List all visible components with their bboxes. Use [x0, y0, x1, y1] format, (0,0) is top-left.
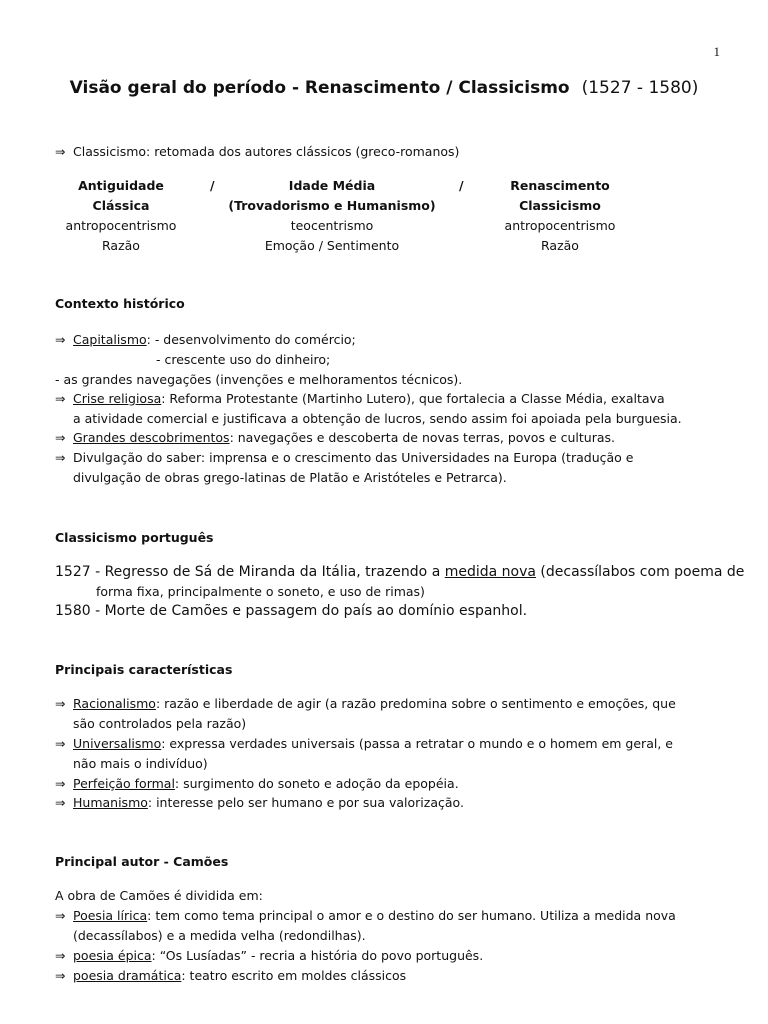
list-item: A obra de Camões é dividida em:: [55, 888, 263, 903]
column-row: antropocentrismo: [65, 218, 177, 233]
term-racionalismo: Racionalismo: [73, 696, 156, 711]
column-row: Razão: [102, 238, 140, 253]
page-title: [0, 78, 768, 98]
arrow-icon: ⇒: [55, 391, 66, 406]
list-continuation: a atividade comercial e justificava a obtenção de lucros, sendo assim foi apoiada pela burguesia.: [73, 411, 682, 426]
arrow-icon: ⇒: [55, 908, 66, 923]
intro-line: [55, 142, 459, 162]
column-heading: Antiguidade: [78, 178, 164, 193]
list-item: ⇒ Humanismo: interesse pelo ser humano e por sua valorização.: [55, 793, 464, 813]
list-item: ⇒ poesia épica: “Os Lusíadas” - recria a história do povo português.: [55, 946, 483, 966]
term-humanismo: Humanismo: [73, 795, 148, 810]
column-row: teocentrismo: [290, 218, 374, 233]
arrow-icon: ⇒: [55, 696, 66, 711]
list-subitem: - crescente uso do dinheiro;: [156, 352, 331, 367]
title-years: (1527 - 1580): [581, 78, 699, 98]
column-subheading: Classicismo: [519, 198, 601, 213]
term-poesia-epica: poesia épica: [73, 948, 152, 963]
term-descobrimentos: Grandes descobrimentos: [73, 430, 230, 445]
page-number: 1: [713, 44, 720, 59]
list-item: 1580 - Morte de Camões e passagem do país ao domínio espanhol.: [55, 603, 528, 619]
list-item: ⇒ poesia dramática: teatro escrito em moldes clássicos: [55, 966, 406, 986]
list-item: ⇒ Grandes descobrimentos: navegações e descoberta de novas terras, povos e culturas.: [55, 428, 615, 448]
list-continuation: não mais o indivíduo): [73, 756, 208, 771]
column-row: Emoção / Sentimento: [264, 238, 400, 253]
arrow-icon: ⇒: [55, 144, 66, 159]
column-subheading: Clássica: [92, 198, 150, 213]
column-row: antropocentrismo: [504, 218, 616, 233]
column-row: Razão: [541, 238, 579, 253]
arrow-icon: ⇒: [55, 736, 66, 751]
separator: /: [459, 178, 464, 193]
arrow-icon: ⇒: [55, 968, 66, 983]
term-crise: Crise religiosa: [73, 391, 162, 406]
list-item: ⇒ Poesia lírica: tem como tema principal o amor e o destino do ser humano. Utiliza a medida nova: [55, 906, 676, 926]
list-item: ⇒ Crise religiosa: Reforma Protestante (Martinho Lutero), que fortalecia a Classe Média, exaltava: [55, 389, 665, 409]
period-column-renascimento: [494, 176, 626, 256]
list-item: ⇒ Universalismo: expressa verdades universais (passa a retratar o mundo e o homem em geral, e: [55, 734, 673, 754]
separator: /: [210, 178, 215, 193]
term-universalismo: Universalismo: [73, 736, 162, 751]
arrow-icon: ⇒: [55, 450, 66, 465]
section-heading-caracteristicas: Principais características: [55, 662, 233, 677]
list-continuation: divulgação de obras grego-latinas de Platão e Aristóteles e Petrarca).: [73, 470, 507, 485]
term-perfeicao: Perfeição formal: [73, 776, 175, 791]
term-poesia-lirica: Poesia lírica: [73, 908, 148, 923]
list-item: ⇒ Capitalismo: - desenvolvimento do comércio;: [55, 330, 356, 350]
section-heading-classicismo-pt: Classicismo português: [55, 530, 214, 545]
title-main: Visão geral do período - Renascimento / Classicismo: [69, 78, 570, 98]
column-subheading: (Trovadorismo e Humanismo): [228, 198, 436, 213]
arrow-icon: ⇒: [55, 430, 66, 445]
intro-text: Classicismo: retomada dos autores clássicos (greco-romanos): [73, 144, 460, 159]
list-item: - as grandes navegações (invenções e melhoramentos técnicos).: [55, 372, 463, 387]
column-heading: Renascimento: [510, 178, 610, 193]
list-continuation: forma fixa, principalmente o soneto, e uso de rimas): [96, 584, 425, 599]
term-capitalismo: Capitalismo: [73, 332, 147, 347]
arrow-icon: ⇒: [55, 795, 66, 810]
list-item: 1527 - Regresso de Sá de Miranda da Itália, trazendo a medida nova (decassílabos com poema de: [55, 564, 745, 580]
section-heading-contexto: Contexto histórico: [55, 296, 185, 311]
list-item: ⇒ Racionalismo: razão e liberdade de agir (a razão predomina sobre o sentimento e emoções, que: [55, 694, 676, 714]
list-continuation: são controlados pela razão): [73, 716, 247, 731]
term-poesia-dramatica: poesia dramática: [73, 968, 182, 983]
list-item: ⇒ Perfeição formal: surgimento do soneto e adoção da epopéia.: [55, 774, 459, 794]
column-heading: Idade Média: [288, 178, 376, 193]
arrow-icon: ⇒: [55, 948, 66, 963]
term-medida-nova: medida nova: [444, 564, 536, 580]
period-column-idade-media: [222, 176, 442, 256]
section-heading-camoes: Principal autor - Camões: [55, 854, 229, 869]
period-column-antiguidade: [55, 176, 187, 256]
arrow-icon: ⇒: [55, 332, 66, 347]
list-item: ⇒ Divulgação do saber: imprensa e o crescimento das Universidades na Europa (tradução e: [55, 448, 633, 468]
list-continuation: (decassílabos) e a medida velha (redondilhas).: [73, 928, 366, 943]
arrow-icon: ⇒: [55, 776, 66, 791]
